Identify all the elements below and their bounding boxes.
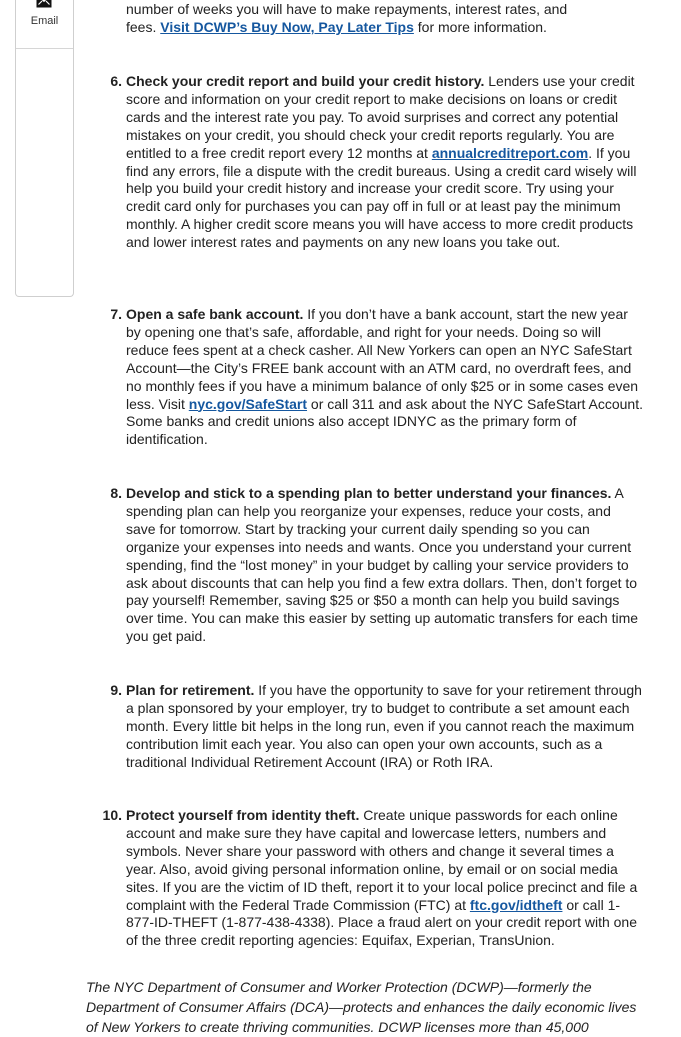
tip-text: If you don’t have a bank account, start the new year by opening one that’s safe, affordable, and right for your needs. Doing so will reduce fees spent at a check casher. All New Yorkers can open an NYC SafeStart Account—the City’s FREE bank account with an ATM card, no overdraft fees, and no monthly fees if you have a minimum balance of only $25 or in some cases even less. Visit [126,306,639,412]
tip-number: 10. [102,807,122,823]
tip-number: 6. [110,73,122,89]
list-item [102,807,644,950]
intro-text-after: for more information. [417,18,547,35]
tip-title: Check your credit report and build your credit history. [126,73,485,89]
intro-line: number of weeks you will have to make repayments, interest rates, and [126,1,568,17]
tip-text-after: or call 1-877-ID-THEFT (1-877-438-4338). Place a fraud alert on your credit report with one of the three credit reporting agencies: Equifax, Experian, TransUnion. [126,896,637,949]
envelope-icon [36,0,52,8]
share-sidebar [15,0,74,297]
tip-number: 8. [110,485,122,501]
intro-fragment [126,1,646,37]
tip-text: Lenders use your credit score and information on your credit report to make decisions on loans or credit cards and the interest rate you pay. To avoid surprises and correct any potential mistakes on your credit, you should check your credit reports regularly. You are entitled to a free credit report every 12 months at [126,73,635,161]
tip-text-after: or call 311 and ask about the NYC SafeStart Account. Some banks and credit unions also accept IDNYC as the primary form of identification. [126,395,643,448]
tip-text: Create unique passwords for each online account and make sure they have capital and lowercase letters, numbers and symbols. Never share your password with others and change it several times a year. Also, avoid giving personal information online, by email or on social media sites. If you are the victim of ID theft, report it to your local police precinct and file a complaint with the Federal Trade Commission (FTC) at [126,807,638,913]
bnpl-tips-link[interactable]: Visit DCWP’s Buy Now, Pay Later Tips [160,18,414,35]
safestart-link[interactable]: nyc.gov/SafeStart [188,395,308,412]
tip-title: Protect yourself from identity theft. [126,807,360,823]
email-share-button[interactable] [16,0,73,49]
tip-number: 7. [110,306,122,322]
agency-description: The NYC Department of Consumer and Worker Protection (DCWP)—formerly the Department of Consumer Affairs (DCA)—protects and enhances the daily economic lives of New Yorkers to create thriving communities. DCWP licenses more than 45,000 [86,979,637,1035]
list-item [110,682,644,772]
list-item [110,485,644,646]
tip-title: Plan for retirement. [126,682,255,698]
tip-title: Open a safe bank account. [126,306,304,322]
tip-number: 9. [110,682,122,698]
tip-text-after: . If you find any errors, file a dispute with the credit bureaus. Using a credit card wisely will help you build your credit history and increase your credit score. Try using your credit card only for purchases you can pay off in full or at least pay the minimum monthly. A higher credit score means you will have access to more credit products and lower interest rates and payments on any new loans you take out. [126,144,637,251]
annualcreditreport-link[interactable]: annualcreditreport.com [431,144,589,161]
ftc-idtheft-link[interactable]: ftc.gov/idtheft [469,896,563,913]
intro-text-before: fees. [126,18,157,35]
list-item [110,306,644,449]
tip-text: If you have the opportunity to save for your retirement through a plan sponsored by your employer, try to budget to contribute a set amount each month. Every little bit helps in the long run, even if you cannot reach the maximum contribution limit each year. You also can open your own accounts, such as a traditional Individual Retirement Account (IRA) or Roth IRA. [126,682,642,770]
tip-title: Develop and stick to a spending plan to better understand your finances. [126,485,612,501]
email-share-label: Email [30,15,59,27]
list-item [110,73,644,252]
tip-text: A spending plan can help you reorganize your expenses, reduce your costs, and save for tomorrow. Start by tracking your current daily spending so you can organize your expenses into needs and wants. Once you understand your current spending, find the “lost money” in your budget by calling your service providers to ask about discounts that can help you find a few extra dollars. Then, don’t forget to pay yourself! Remember, saving $25 or $50 a month can help you build savings over time. You can make this easier by setting up automatic transfers for each time you get paid. [126,485,639,645]
